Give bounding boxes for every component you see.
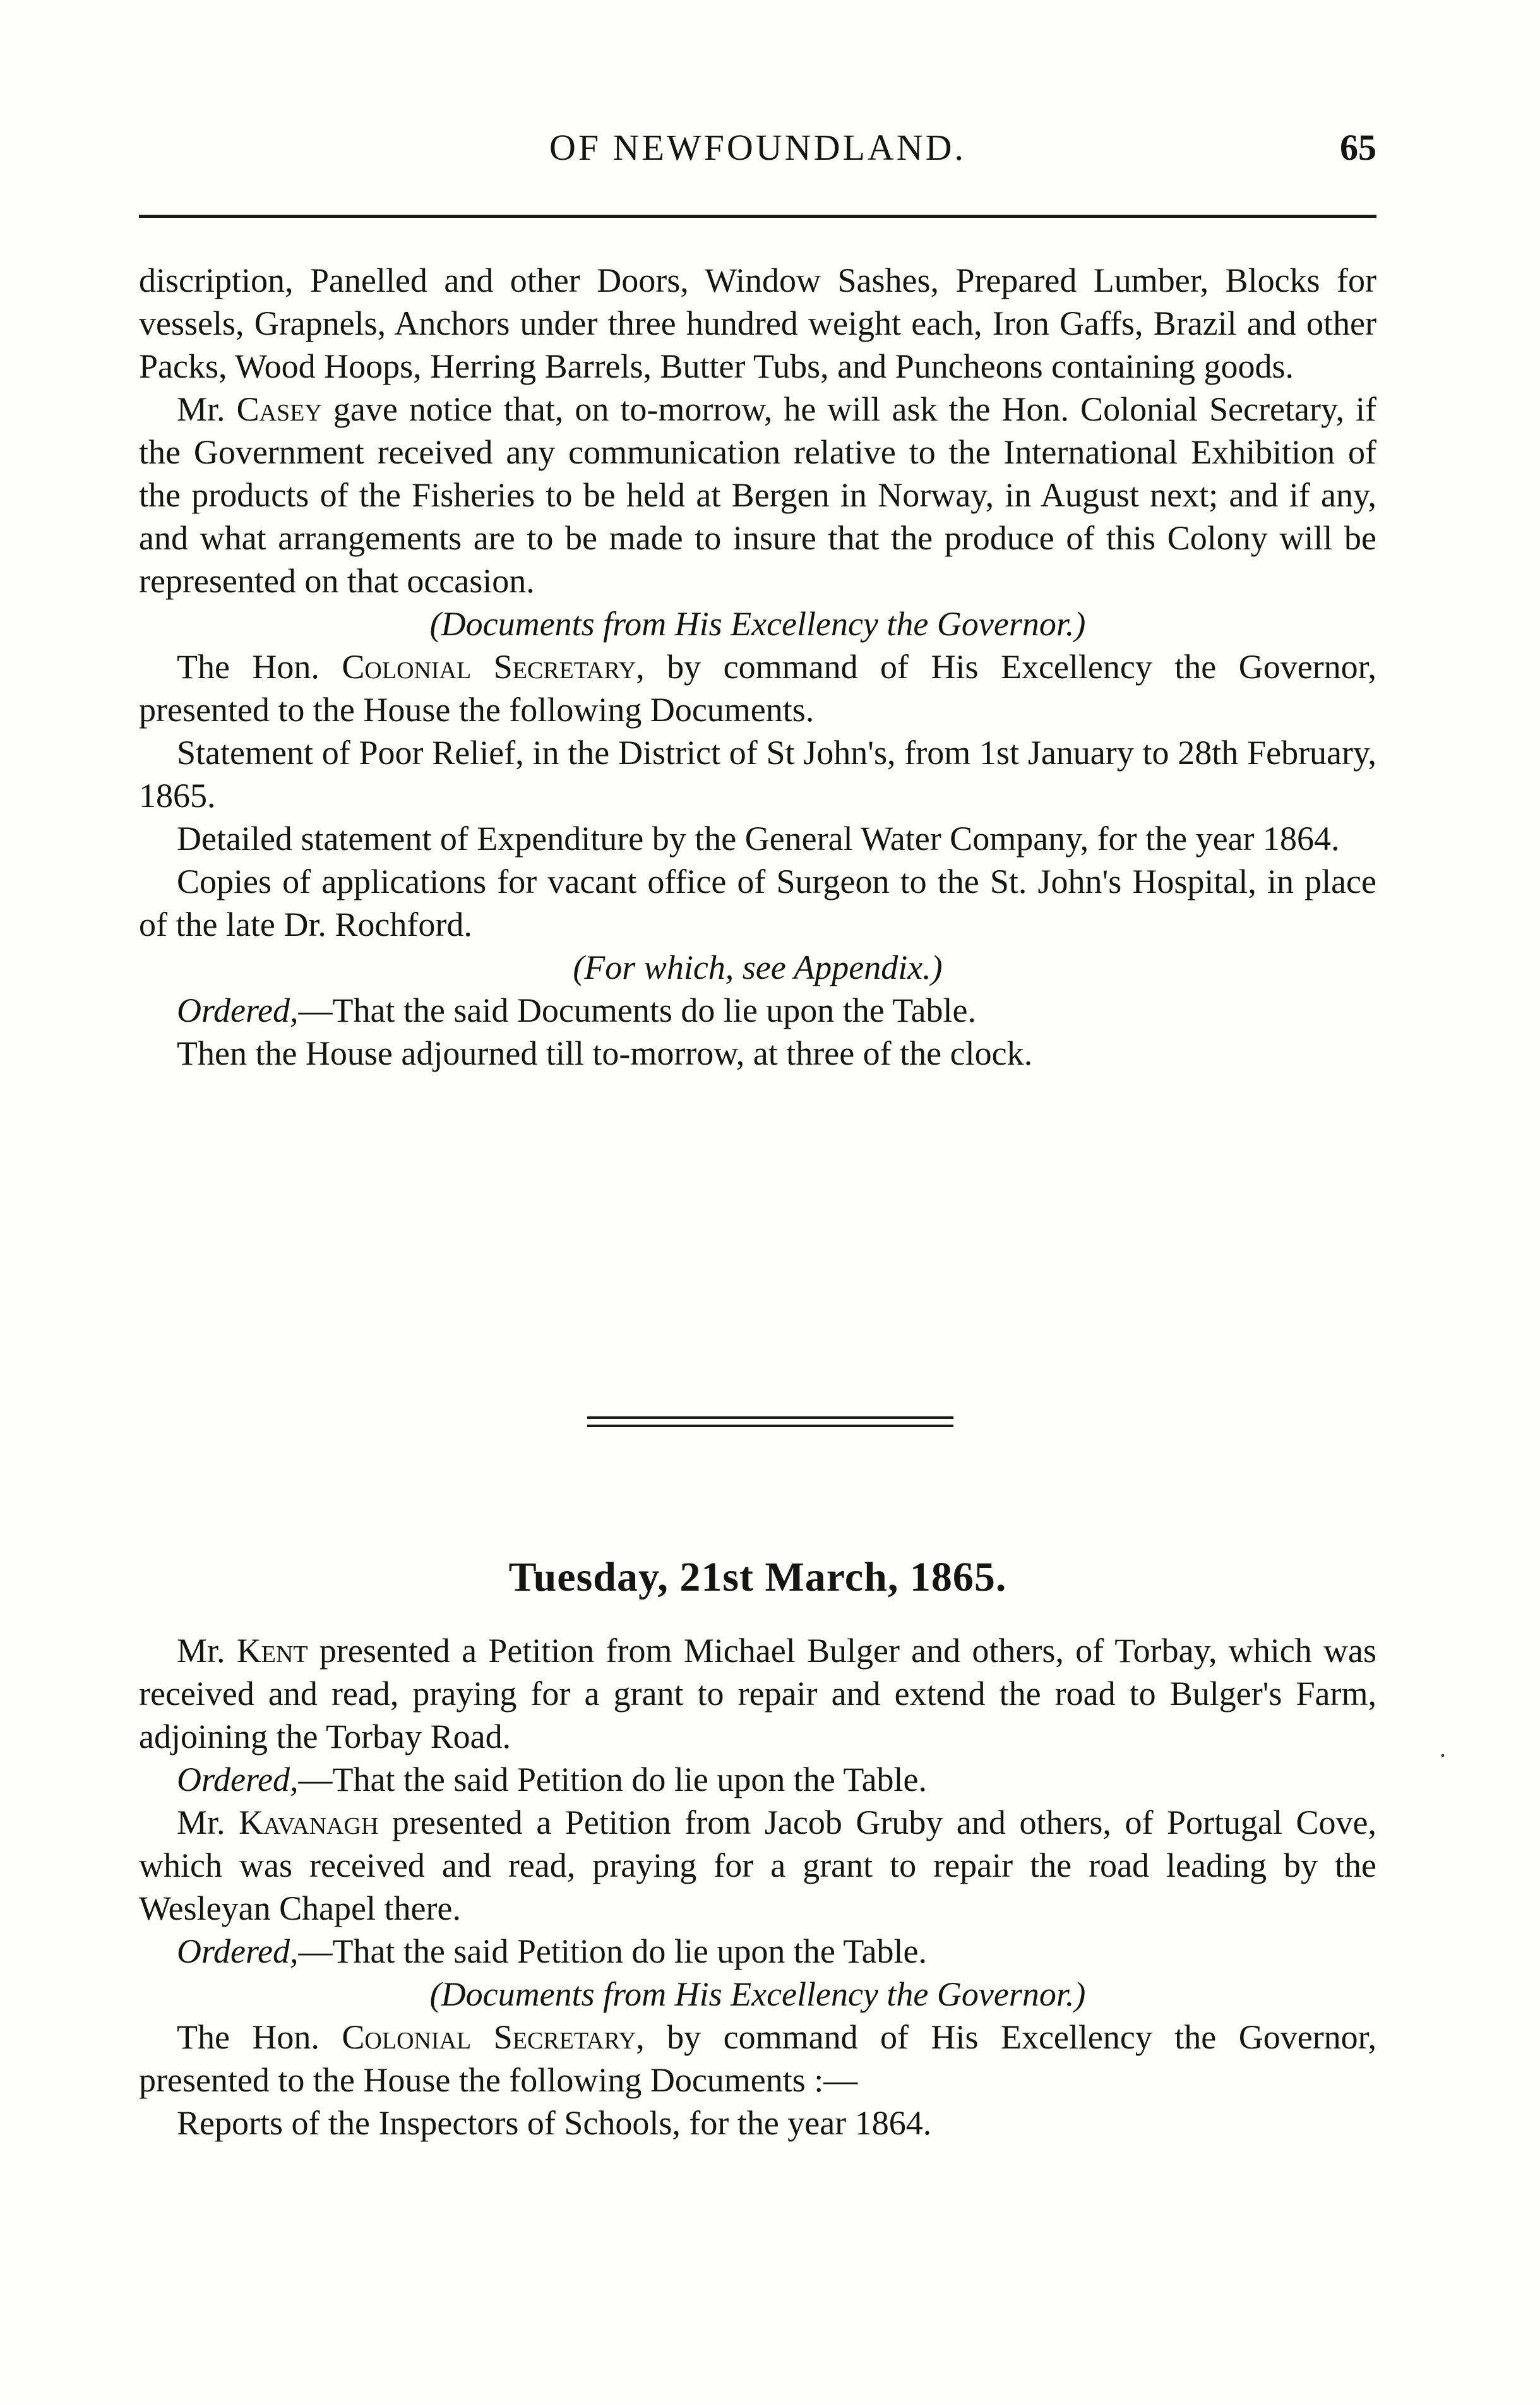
officer-title: Colonial Secretary	[342, 648, 636, 686]
running-head	[139, 126, 1376, 177]
document-item: Statement of Poor Relief, in the District of St John's, from 1st January to 28th February, 1865.	[139, 734, 1376, 815]
running-title: OF NEWFOUNDLAND.	[549, 127, 967, 168]
ink-speck: .	[1440, 1734, 1446, 1762]
colonial-secretary-paragraph: The Hon. Colonial Secretary, by command of His Excellency the Governor, presented to the House the following Documents :—	[139, 2018, 1376, 2099]
proceedings-new-day	[139, 1629, 1376, 2144]
date-heading: Tuesday, 21st March, 1865.	[508, 1554, 1007, 1600]
kavanagh-petition-paragraph: Mr. Kavanagh presented a Petition from Jacob Gruby and others, of Portugal Cove, which was received and read, praying for a grant to repair the road leading by the Wesleyan Chapel there.	[139, 1803, 1376, 1927]
section-divider-bottom	[587, 1425, 953, 1427]
member-name: Kavanagh	[239, 1803, 379, 1841]
proceedings-continued	[139, 259, 1376, 1075]
appendix-note: (For which, see Appendix.)	[573, 948, 943, 986]
member-name: Kent	[236, 1632, 308, 1670]
document-item: Copies of applications for vacant office of Surgeon to the St. John's Hospital, in place of the late Dr. Rochford.	[139, 863, 1376, 943]
colonial-secretary-paragraph: The Hon. Colonial Secretary, by command of His Excellency the Governor, presented to the House the following Documents.	[139, 648, 1376, 729]
ordered-paragraph: Ordered,—That the said Documents do lie upon the Table.	[177, 991, 976, 1029]
continued-paragraph: discription, Panelled and other Doors, Window Sashes, Prepared Lumber, Blocks for vessels, Grapnels, Anchors under three hundred weight each, Iron Gaffs, Brazil and other Packs, Wood Hoops, Herring Barrels, Butter Tubs, and Puncheons containing goods.	[139, 261, 1376, 385]
documents-heading: (Documents from His Excellency the Governor.)	[429, 605, 1086, 643]
ordered-paragraph: Ordered,—That the said Petition do lie upon the Table.	[177, 1932, 928, 1970]
casey-notice-paragraph: Mr. Casey gave notice that, on to-morrow, he will ask the Hon. Colonial Secretary, if the Government received any communication relative to the International Exhibition of the products of the Fisheries to be held at Bergen in Norway, in August next; and if any, and what arrangements are to be made to insure that the produce of this Colony will be represented on that occasion.	[139, 390, 1376, 600]
member-name: Casey	[236, 390, 322, 428]
document-item: Reports of the Inspectors of Schools, for the year 1864.	[177, 2104, 932, 2142]
officer-title: Colonial Secretary	[342, 2018, 636, 2056]
documents-heading: (Documents from His Excellency the Governor.)	[429, 1975, 1086, 2013]
kent-petition-paragraph: Mr. Kent presented a Petition from Michael Bulger and others, of Torbay, which was received and read, praying for a grant to repair and extend the road to Bulger's Farm, adjoining the Torbay Road.	[139, 1632, 1376, 1755]
adjournment-paragraph: Then the House adjourned till to-morrow, at three of the clock.	[177, 1034, 1033, 1072]
ordered-paragraph: Ordered,—That the said Petition do lie upon the Table.	[177, 1761, 928, 1798]
header-rule	[139, 215, 1376, 218]
section-divider-top	[587, 1416, 953, 1419]
page-number: 65	[1340, 127, 1376, 168]
document-item: Detailed statement of Expenditure by the General Water Company, for the year 1864.	[177, 820, 1340, 858]
